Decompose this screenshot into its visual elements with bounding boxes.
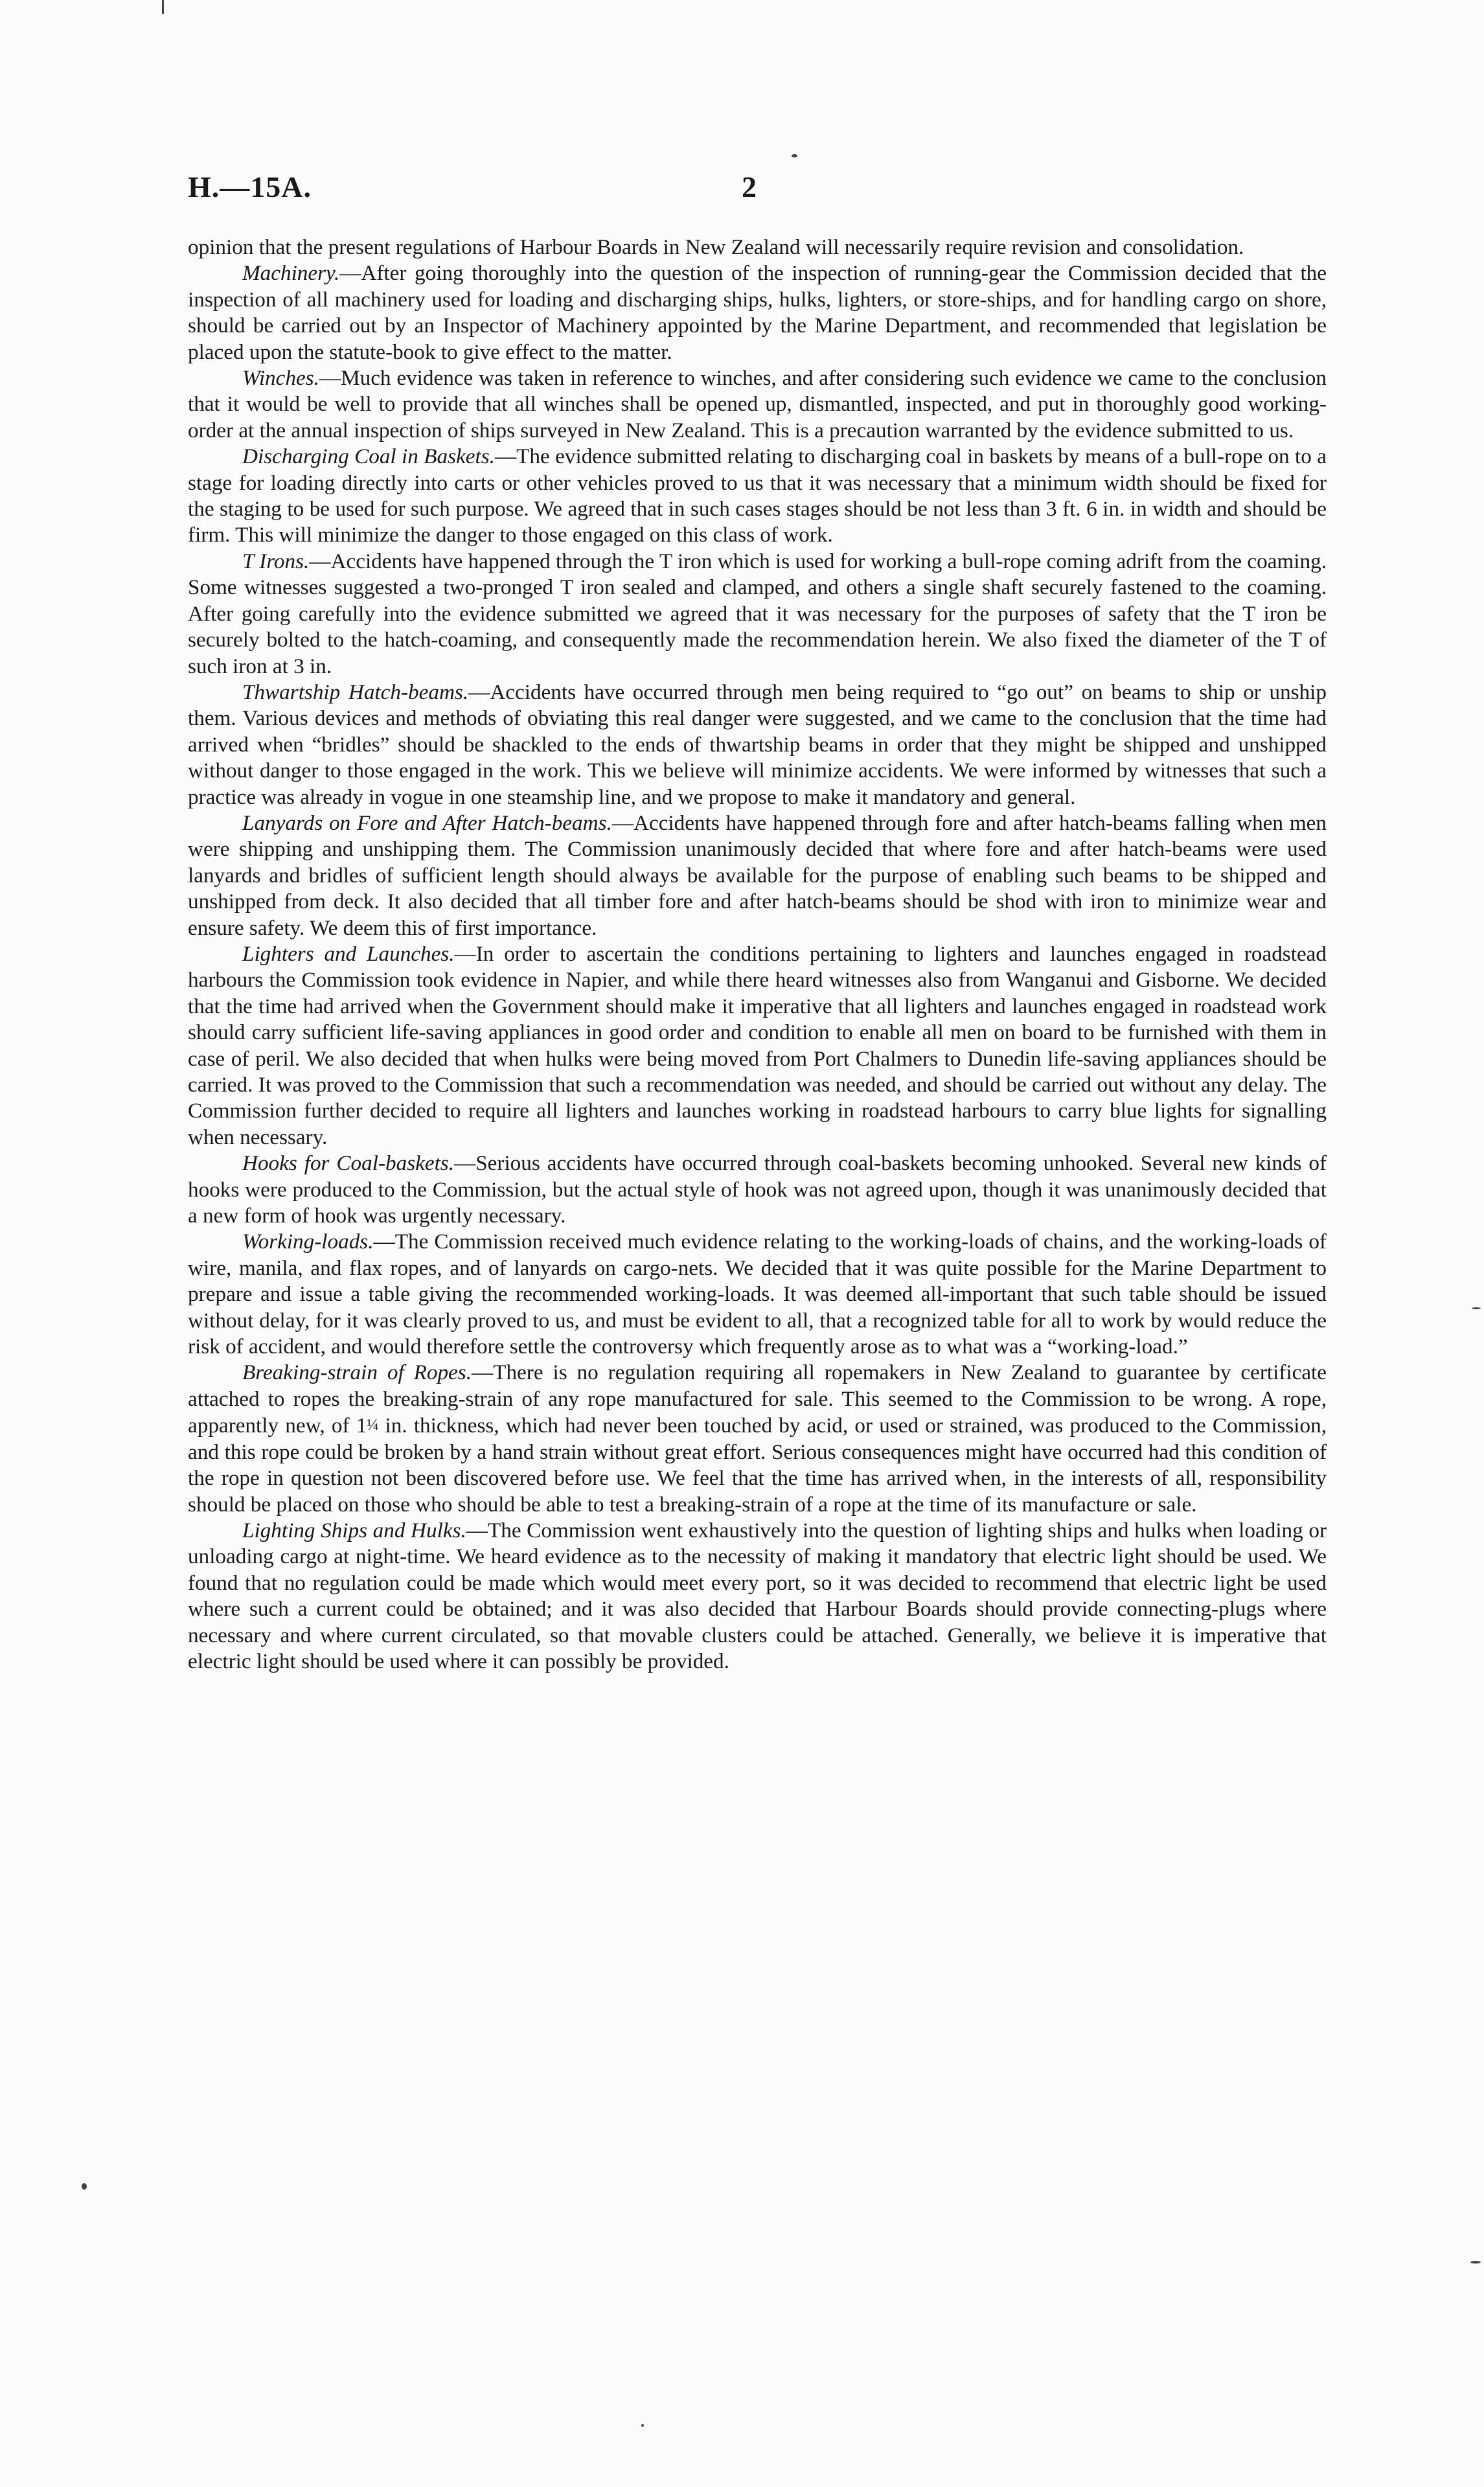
heading-hooks-coal-baskets: Hooks for Coal-baskets. [242, 1151, 455, 1176]
heading-lanyards: Lanyards on Fore and After Hatch-beams. [242, 810, 612, 835]
page-number: 2 [742, 170, 757, 203]
heading-winches: Winches. [242, 366, 319, 391]
body-text [188, 235, 1327, 1675]
paragraph-machinery [188, 260, 1327, 365]
paragraph-working-loads [188, 1229, 1327, 1360]
scan-speck [162, 0, 164, 14]
fraction-quarter: ¼ [367, 1417, 379, 1434]
text-hooks-coal-baskets: —Serious accidents have occurred through coal-baskets becoming unhooked. Several new kinds of hooks were produced to the Commission, but the actual style of hook was not agreed upon, though it was unanimously decided that a new form of hook was urgently necessary. [188, 1151, 1327, 1228]
text-machinery: —After going thoroughly into the question of the inspection of running-gear the Commission decided that the inspection of all machinery used for loading and discharging ships, hulks, lighters, or store-ships, and for handling cargo on shore, should be carried out by an Inspector of Machinery appointed by the Marine Department, and recommended that legislation be placed upon the statute-book to give effect to the matter. [188, 261, 1327, 364]
heading-breaking-strain: Breaking-strain of Ropes. [242, 1360, 472, 1385]
text-discharging-coal: —The evidence submitted relating to discharging coal in baskets by means of a bull-rope on to a stage for loading directly into carts or other vehicles proved to us that it was necessary that a minimum width should be fixed for the staging to be used for such purpose. We agreed that in such cases stages should be not less than 3 ft. 6 in. in width and should be firm. This will minimize the danger to those engaged on this class of work. [188, 444, 1327, 547]
paragraph-lighting-ships [188, 1518, 1327, 1675]
scan-speck [792, 154, 797, 157]
heading-working-loads: Working-loads. [242, 1230, 374, 1254]
heading-machinery: Machinery. [242, 261, 340, 286]
text-lighting-ships: —The Commission went exhaustively into the question of lighting ships and hulks when loading or unloading cargo at night-time. We heard evidence as to the necessity of making it mandatory that electric light should be used. We found that no regulation could be made which would meet every port, so it was decided to recommend that electric light be used where such a current could be obtained; and it was also decided that Harbour Boards should provide connecting-plugs where necessary and where current circulated, so that movable clusters could be attached. Generally, we believe it is imperative that electric light should be used where it can possibly be provided. [188, 1518, 1327, 1673]
text-breaking-strain-b: in. thickness, which had never been touched by acid, or used or strained, was produced to the Commission, and this rope could be broken by a hand strain without great effort. Serious consequences might have occurred had this condition of the rope in question not been discovered before use. We feel that the time has arrived when, in the interests of all, responsibility should be placed on those who should be able to test a breaking-strain of a rope at the time of its manufacture or sale. [188, 1414, 1327, 1517]
text-winches: —Much evidence was taken in reference to winches, and after considering such evidence we came to the conclusion that it would be well to provide that all winches shall be opened up, dismantled, inspected, and put in thoroughly good working-order at the annual inspection of ships surveyed in New Zealand. This is a precaution warranted by the evidence submitted to us. [188, 366, 1327, 442]
text-thwartship-hatch-beams: —Accidents have occurred through men being required to “go out” on beams to ship or unship them. Various devices and methods of obviating this real danger were suggested, and we came to the conclusion that the time had arrived when “bridles” should be shackled to the ends of thwartship beams in order that they might be shipped and unshipped without danger to those engaged in the work. This we believe will minimize accidents. We were informed by witnesses that such a practice was already in vogue in one steamship line, and we propose to make it mandatory and general. [188, 680, 1327, 809]
document-reference: H.—15A. [188, 170, 312, 203]
scan-speck [641, 2424, 644, 2427]
text-breaking-strain-a: —There is no regulation requiring all ropemakers in New Zealand to guarantee by certificate attached to ropes the breaking-strain of any rope manufactured for sale. This seemed to the Commission to be wrong. A rope, apparently new, of 1 [188, 1360, 1327, 1438]
heading-lighters-launches: Lighters and Launches. [242, 941, 455, 966]
paragraph-thwartship-hatch-beams [188, 680, 1327, 810]
paragraph-t-irons [188, 549, 1327, 680]
heading-t-irons: T Irons. [242, 549, 310, 573]
paragraph-lighters-launches [188, 941, 1327, 1151]
text-lanyards: —Accidents have happened through fore and after hatch-beams falling when men were shipping and unshipping them. The Commission unanimously decided that where fore and after hatch-beams were used lanyards and bridles of sufficient length should always be available for the purpose of enabling such beams to be shipped and unshipped from deck. It also decided that all timber fore and after hatch-beams should be shod with iron to minimize wear and ensure safety. We deem this of first importance. [188, 810, 1327, 940]
text-working-loads: —The Commission received much evidence relating to the working-loads of chains, and the working-loads of wire, manila, and flax ropes, and of lanyards on cargo-nets. We decided that it was quite possible for the Marine Department to prepare and issue a table giving the recommended working-loads. It was deemed all-important that such table should be issued without delay, for it was clearly proved to us, and must be evident to all, that a recognized table for all to work by would reduce the risk of accident, and would therefore settle the controversy which frequently arose as to what was a “working-load.” [188, 1230, 1327, 1359]
scan-speck [82, 2183, 87, 2190]
text-t-irons: —Accidents have happened through the T iron which is used for working a bull-rope coming adrift from the coaming. Some witnesses suggested a two-pronged T iron sealed and clamped, and others a single shaft securely fastened to the coaming. After going carefully into the evidence submitted we agreed that it was necessary for the purposes of safety that the T iron be securely bolted to the hatch-coaming, and consequently made the recommendation herein. We also fixed the diameter of the T of such iron at 3 in. [188, 549, 1327, 678]
paragraph-winches [188, 365, 1327, 444]
intro-paragraph: opinion that the present regulations of Harbour Boards in New Zealand will necessarily require revision and consolidation. [188, 235, 1244, 259]
paragraph-breaking-strain [188, 1360, 1327, 1517]
heading-lighting-ships: Lighting Ships and Hulks. [242, 1518, 466, 1542]
text-lighters-launches: —In order to ascertain the conditions pertaining to lighters and launches engaged in roadstead harbours the Commission took evidence in Napier, and while there heard witnesses also from Wanganui and Gisborne. We decided that the time had arrived when the Government should make it imperative that all lighters and launches engaged in roadstead work should carry sufficient life-saving appliances in good order and condition to enable all men on board to be furnished with them in case of peril. We also decided that when hulks were being moved from Port Chalmers to Dunedin life-saving appliances should be carried. It was proved to the Commission that such a recommendation was needed, and should be carried out without any delay. The Commission further decided to require all lighters and launches working in roadstead harbours to carry blue lights for signalling when necessary. [188, 941, 1327, 1149]
paragraph-discharging-coal [188, 444, 1327, 549]
scan-speck [1472, 1307, 1481, 1309]
page-header [188, 170, 1328, 215]
heading-discharging-coal: Discharging Coal in Baskets. [242, 444, 495, 469]
heading-thwartship-hatch-beams: Thwartship Hatch-beams. [242, 680, 469, 704]
paragraph-lanyards [188, 810, 1327, 941]
scan-speck [1470, 2261, 1481, 2264]
paragraph-hooks-coal-baskets [188, 1151, 1327, 1229]
